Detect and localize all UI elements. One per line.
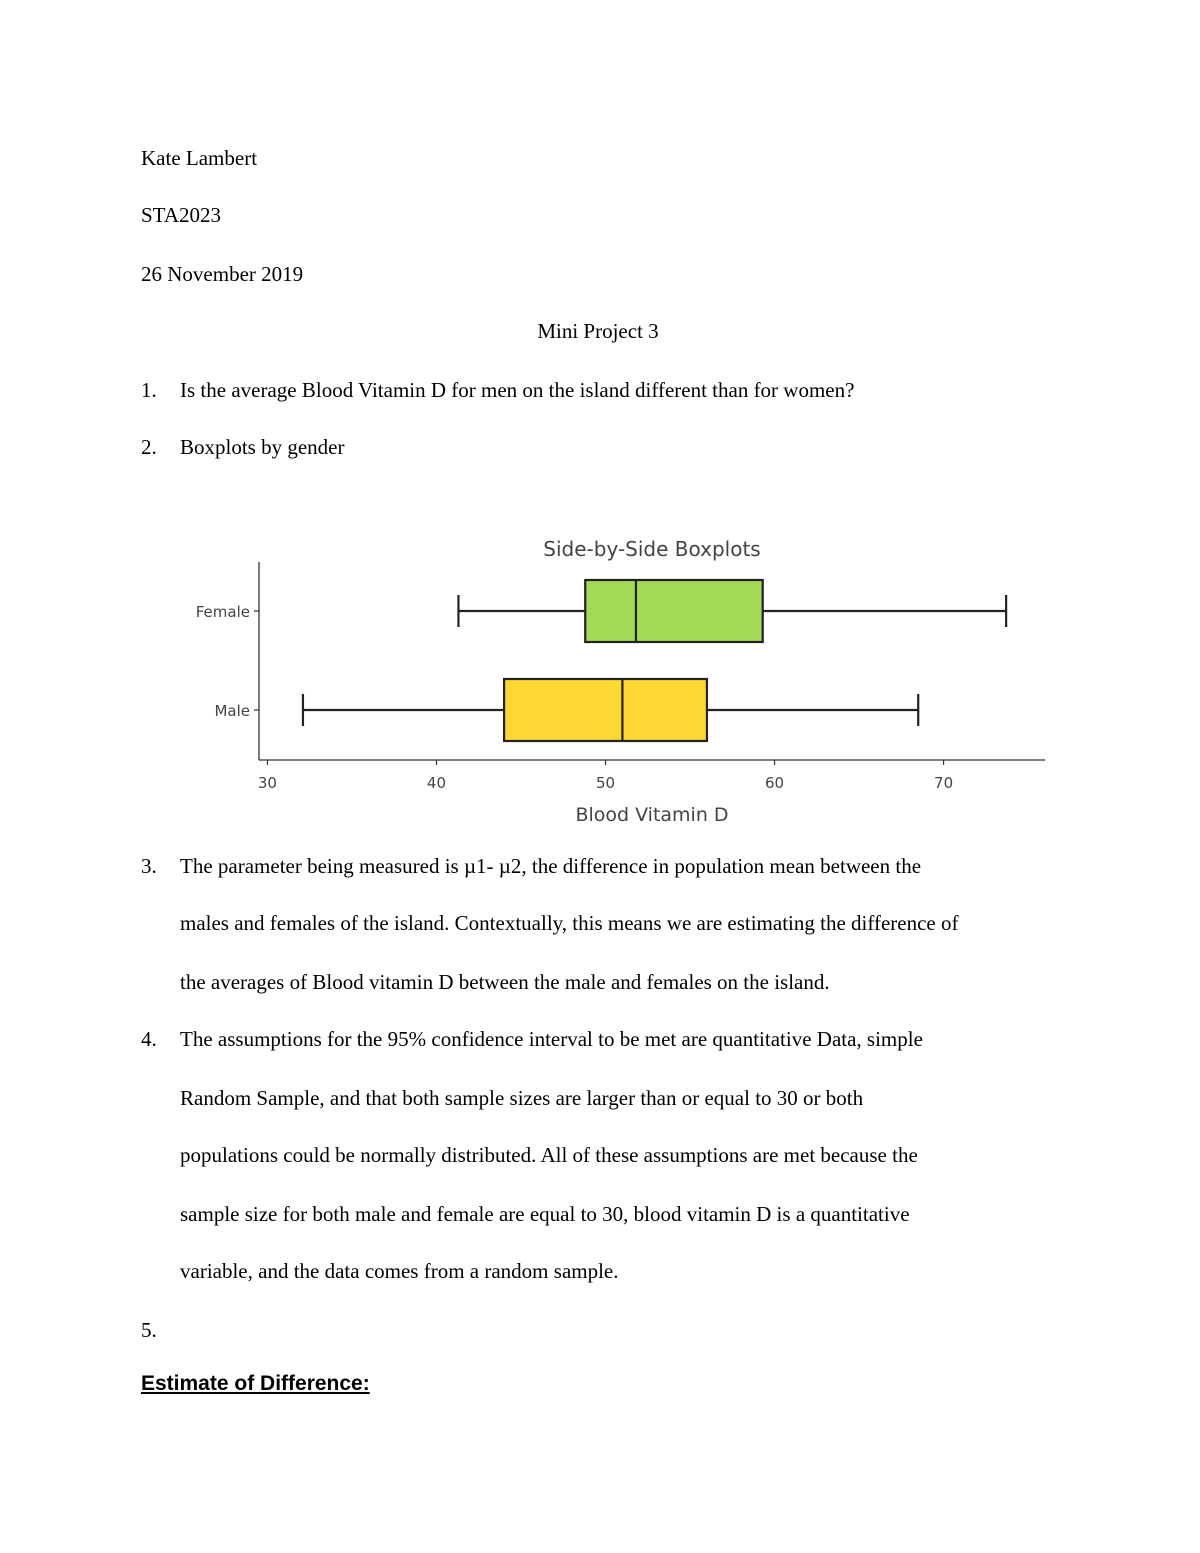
item-text-line: The parameter being measured is µ1- µ2, the difference in population mean between the <box>180 854 922 878</box>
item-text-line: The assumptions for the 95% confidence interval to be met are quantitative Data, simple <box>180 1027 923 1051</box>
x-tick-label: 60 <box>765 774 785 792</box>
chart-title: Side-by-Side Boxplots <box>543 537 761 561</box>
document-title: Mini Project 3 <box>537 319 659 343</box>
x-tick-label: 40 <box>426 774 447 792</box>
item-text-line: the averages of Blood vitamin D between the male and females on the island. <box>180 970 830 994</box>
box-iqr-male <box>504 679 707 741</box>
y-category-label-male: Male <box>214 702 250 720</box>
boxplot-boxes <box>196 580 1006 741</box>
x-axis-ticks <box>258 760 953 792</box>
y-category-label-female: Female <box>195 603 250 621</box>
x-tick-label: 70 <box>934 774 954 792</box>
item-number: 2. <box>141 435 157 459</box>
item-text-line: Is the average Blood Vitamin D for men on the island different than for women? <box>180 378 855 402</box>
item-text-line: populations could be normally distributed. All of these assumptions are met because the <box>180 1143 918 1167</box>
x-axis-label: Blood Vitamin D <box>575 804 729 826</box>
x-tick-label: 50 <box>595 774 616 792</box>
item-text-line: Random Sample, and that both sample sizes are larger than or equal to 30 or both <box>180 1086 864 1110</box>
document-date: 26 November 2019 <box>141 262 304 286</box>
item-text-line: males and females of the island. Contextually, this means we are estimating the difference of <box>180 911 959 935</box>
box-iqr-female <box>585 580 762 642</box>
course-code: STA2023 <box>141 203 221 227</box>
section-heading-estimate: Estimate of Difference: <box>141 1372 370 1395</box>
item-text-line: sample size for both male and female are equal to 30, blood vitamin D is a quantitative <box>180 1202 910 1226</box>
item-number: 4. <box>141 1027 157 1051</box>
item-number: 3. <box>141 854 157 878</box>
item-text-line: Boxplots by gender <box>180 435 345 459</box>
x-tick-label: 30 <box>257 774 277 792</box>
item-number: 1. <box>141 378 157 402</box>
boxplot-chart <box>170 530 1060 830</box>
boxplot-svg <box>170 530 1060 830</box>
author-name: Kate Lambert <box>141 146 258 170</box>
item-text-line: variable, and the data comes from a random sample. <box>180 1259 619 1283</box>
item-number: 5. <box>141 1318 157 1342</box>
